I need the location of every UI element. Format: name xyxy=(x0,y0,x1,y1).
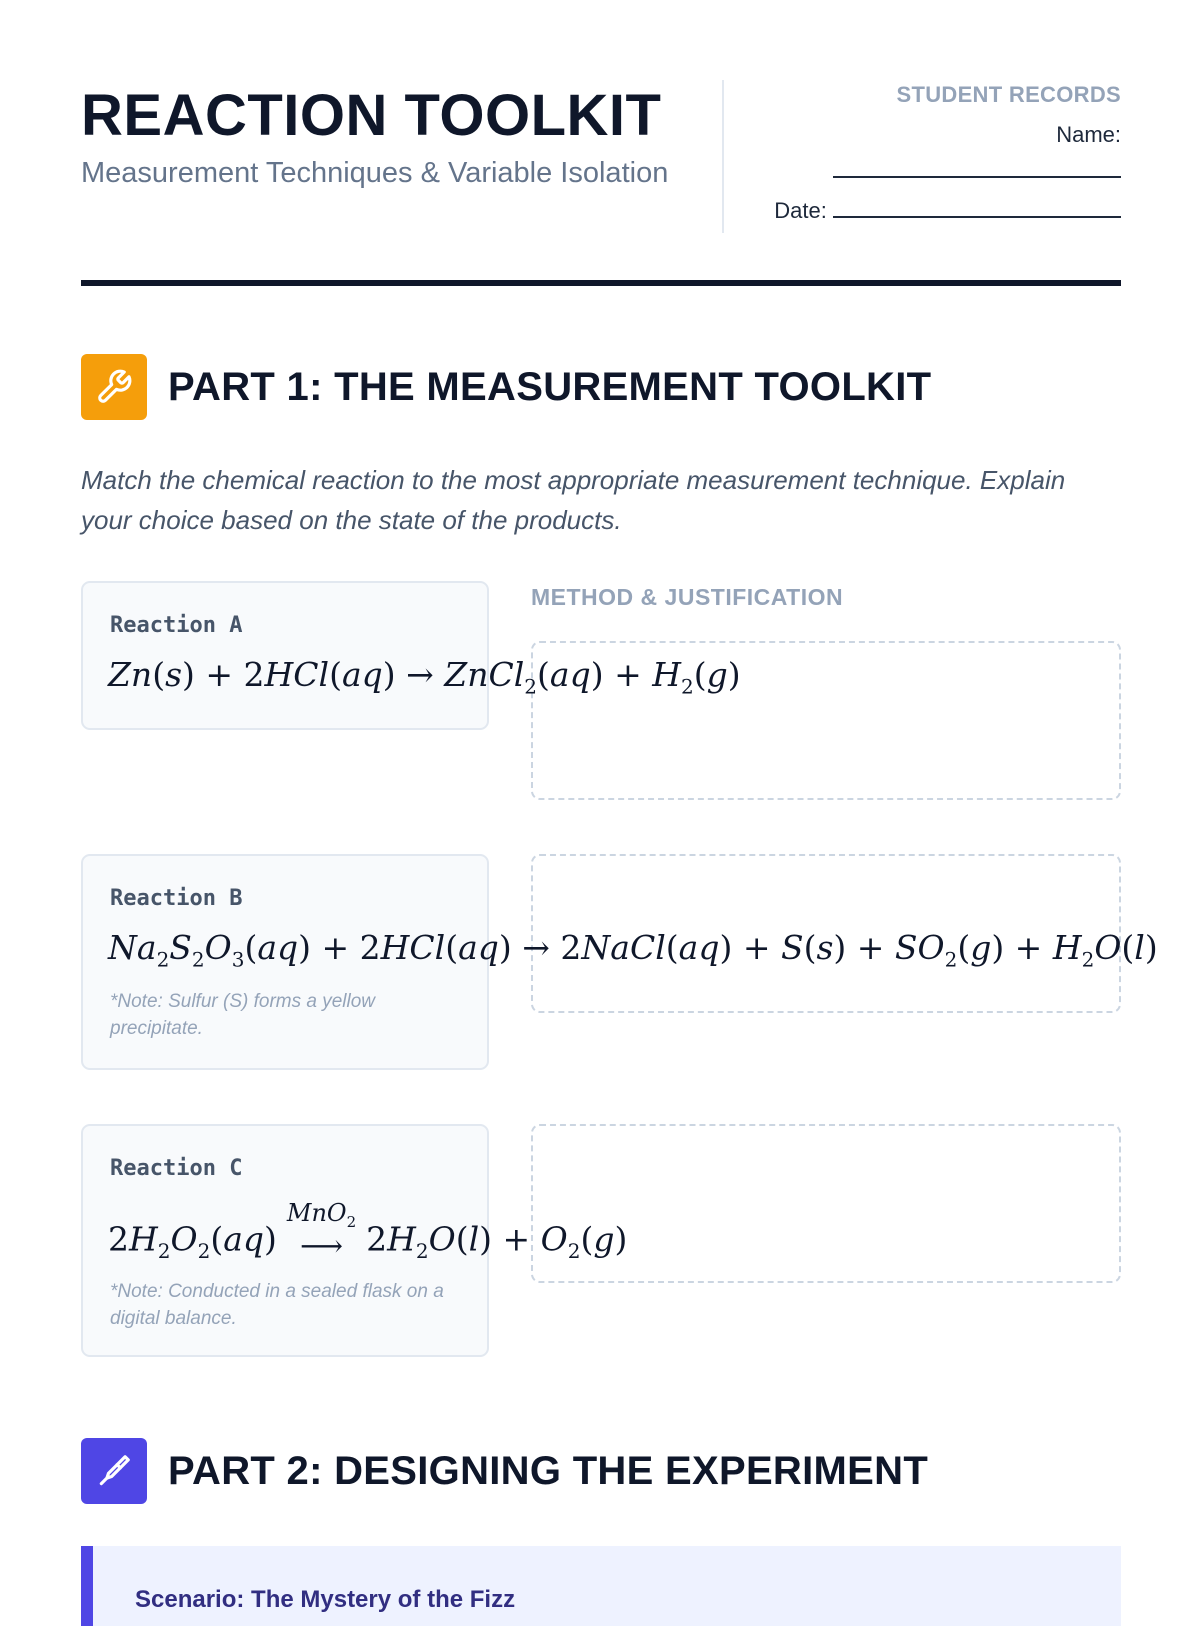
student-records xyxy=(741,82,1121,224)
pipette-icon xyxy=(81,1438,147,1504)
part2-header xyxy=(81,1438,928,1504)
page-title: REACTION TOOLKIT xyxy=(81,83,662,148)
catalyst-arrow: MnO$_2$ ⟶ xyxy=(286,1199,357,1264)
name-blank-row xyxy=(741,158,1121,184)
reaction-note: *Note: Sulfur (S) forms a yellow precipitate. xyxy=(110,991,376,1039)
reaction-note: *Note: Conducted in a sealed flask on a digital balance. xyxy=(110,1281,444,1329)
name-label: Name: xyxy=(1056,122,1121,147)
header-divider xyxy=(722,80,724,233)
wrench-icon xyxy=(81,354,147,420)
reaction-equation-a: Zn(s) + 2HCl(aq) → ZnCl$_2$(aq) + $H_2(g)$ xyxy=(108,655,741,699)
part1-header xyxy=(81,354,931,420)
scenario-box xyxy=(81,1546,1121,1626)
reaction-equation-b: $Na_2S_2O_3(aq) + 2HCl(aq)$ → 2NaCl(aq) + $S(s) + SO_2(g) + H_2O(l)$ xyxy=(108,928,1158,972)
date-row xyxy=(741,198,1121,224)
reaction-label: Reaction C xyxy=(110,1156,243,1181)
name-field[interactable] xyxy=(833,158,1121,178)
header-rule xyxy=(81,280,1121,286)
date-field[interactable] xyxy=(833,198,1121,218)
reaction-label: Reaction A xyxy=(110,613,243,638)
reaction-label: Reaction B xyxy=(110,886,243,911)
part1-instructions: Match the chemical reaction to the most appropriate measurement technique. Explain your choice based on the state of the products. xyxy=(81,465,1066,535)
worksheet-page xyxy=(81,0,1158,1613)
method-justification-label: METHOD & JUSTIFICATION xyxy=(531,584,844,610)
part2-title: PART 2: DESIGNING THE EXPERIMENT xyxy=(168,1448,929,1493)
name-row xyxy=(741,122,1121,148)
page-subtitle: Measurement Techniques & Variable Isolation xyxy=(81,157,669,189)
date-label: Date: xyxy=(774,198,827,223)
student-records-label: STUDENT RECORDS xyxy=(896,82,1121,107)
part1-title: PART 1: THE MEASUREMENT TOOLKIT xyxy=(168,364,932,409)
reaction-equation-c: $2H_2O_2(aq)$ MnO$_2$ ⟶ $2H_2O(l) + O_2(g)$ xyxy=(108,1199,628,1264)
scenario-title: Scenario: The Mystery of the Fizz xyxy=(135,1586,516,1613)
